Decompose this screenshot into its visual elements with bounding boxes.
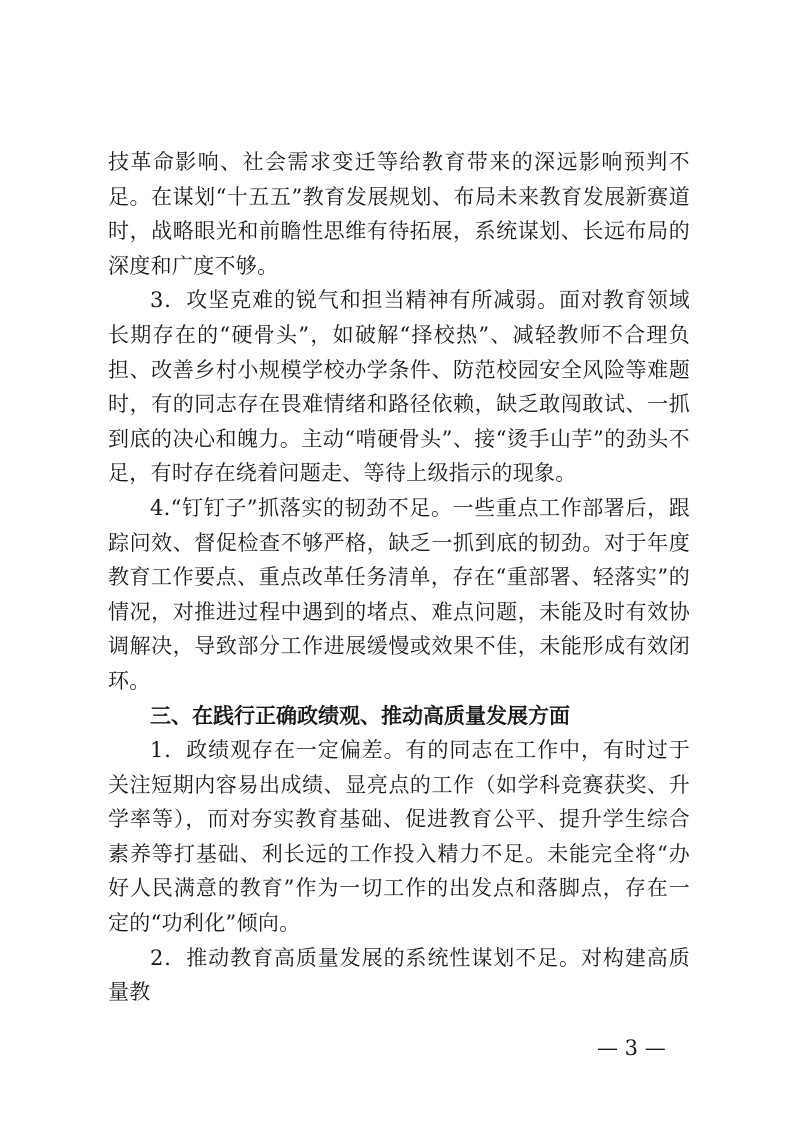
page-number: — 3 — bbox=[597, 1036, 666, 1060]
paragraph-continuation: 技革命影响、社会需求变迁等给教育带来的深远影响预判不足。在谋划“十五五”教育发展规划、布局未来教育发展新赛道时，战略眼光和前瞻性思维有待拓展，系统谋划、长远布局的深度和广度不够。 bbox=[108, 150, 690, 278]
paragraph-item-4: 4.“钉钉子”抓落实的韧劲不足。一些重点工作部署后，跟踪问效、督促检查不够严格，缺乏一抓到底的韧劲。对于年度教育工作要点、重点改革任务清单，存在“重部署、轻落实”的情况，对推进过程中遇到的堵点、难点问题，未能及时有效协调解决，导致部分工作进展缓慢或效果不佳，未能形成有效闭环。 bbox=[108, 495, 690, 693]
paragraph-item-1: 1．政绩观存在一定偏差。有的同志在工作中，有时过于关注短期内容易出成绩、显亮点的工作（如学科竞赛获奖、升学率等），而对夯实教育基础、促进教育公平、提升学生综合素养等打基础、利长远的工作投入精力不足。未能完全将“办好人民满意的教育”作为一切工作的出发点和落脚点，存在一定的“功利化”倾向。 bbox=[108, 738, 690, 936]
section-heading-3: 三、在践行正确政绩观、推动高质量发展方面 bbox=[150, 703, 570, 728]
paragraph-item-2: 2．推动教育高质量发展的系统性谋划不足。对构建高质量教 bbox=[108, 945, 690, 1005]
document-body bbox=[108, 145, 690, 1010]
paragraph-item-3: 3．攻坚克难的锐气和担当精神有所减弱。面对教育领域长期存在的“硬骨头”，如破解“择校热”、减轻教师不合理负担、改善乡村小规模学校办学条件、防范校园安全风险等难题时，有的同志存在畏难情绪和路径依赖，缺乏敢闯敢试、一抓到底的决心和魄力。主动“啃硬骨头”、接“烫手山芋”的劲头不足，有时存在绕着问题走、等待上级指示的现象。 bbox=[108, 288, 690, 486]
